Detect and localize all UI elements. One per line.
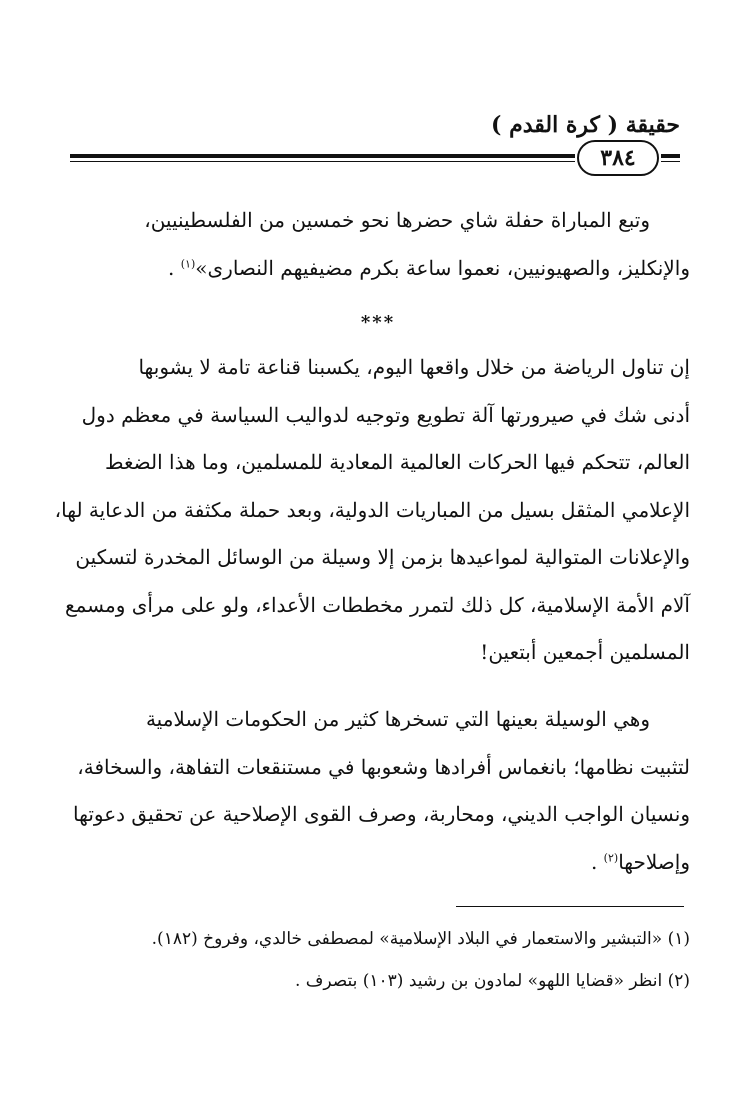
page-header bbox=[70, 108, 680, 178]
footnote-ref-1: (١) bbox=[180, 256, 196, 270]
paragraph-line bbox=[60, 839, 690, 887]
paragraph-line: لتثبيت نظامها؛ بانغماس أفرادها وشعوبها في مستنقعات التفاهة، والسخافة، bbox=[77, 754, 690, 779]
paragraph-1 bbox=[60, 197, 690, 292]
paragraph-line: وتبع المباراة حفلة شاي حضرها نحو خمسين من الفلسطينيين، bbox=[144, 208, 650, 232]
header-rule-tail-thin bbox=[661, 161, 680, 162]
paragraph-line: الإعلامي المثقل بسيل من المباريات الدولية، وبعد حملة مكثفة من الدعاية لها، bbox=[54, 497, 690, 522]
page-number-frame bbox=[577, 140, 659, 176]
paragraph-line bbox=[60, 245, 690, 293]
footnotes bbox=[60, 918, 690, 1002]
footnote-1: (١) «التبشير والاستعمار في البلاد الإسلامية» لمصطفى خالدي، وفروخ (١٨٢). bbox=[151, 929, 690, 949]
footnote-2: (٢) انظر «قضايا اللهو» لمادون بن رشيد (١٠٣) بتصرف . bbox=[294, 971, 690, 991]
footnote-separator bbox=[456, 906, 684, 907]
footnote-ref-2: (٢) bbox=[603, 850, 619, 864]
paragraph-end-mark: . bbox=[168, 255, 181, 280]
paragraph-line: ونسيان الواجب الديني، ومحاربة، وصرف القوى الإصلاحية عن تحقيق دعوتها bbox=[73, 802, 690, 826]
section-separator: *** bbox=[360, 312, 396, 333]
header-rule-tail-thick bbox=[661, 154, 680, 158]
paragraph-text: والإنكليز، والصهيونيين، نعموا ساعة بكرم مضيفيهم النصارى» bbox=[195, 255, 690, 280]
header-rule-thick bbox=[70, 154, 575, 158]
paragraph-text: وإصلاحها bbox=[618, 849, 690, 874]
header-rule-thin bbox=[70, 161, 575, 162]
running-title: حقيقة ( كرة القدم ) bbox=[491, 112, 680, 138]
paragraph-end-mark: . bbox=[590, 849, 604, 874]
paragraph-line: أدنى شك في صيرورتها آلة تطويع وتوجيه لدواليب السياسة في معظم دول bbox=[81, 402, 690, 427]
paragraph-line: إن تناول الرياضة من خلال واقعها اليوم، يكسبنا قناعة تامة لا يشوبها bbox=[138, 355, 690, 379]
paragraph-line: آلام الأمة الإسلامية، كل ذلك لتمرر مخططات الأعداء، ولو على مرأى ومسمع bbox=[64, 592, 690, 617]
paragraph-line: المسلمين أجمعين أبتعين! bbox=[480, 640, 690, 664]
paragraph-line: العالم، تتحكم فيها الحركات العالمية المعادية للمسلمين، وما هذا الضغط bbox=[105, 450, 690, 474]
page-number: ٣٨٤ bbox=[600, 145, 636, 171]
paragraph-line: والإعلانات المتوالية لمواعيدها بزمن إلا وسيلة من الوسائل المخدرة لتسكين bbox=[75, 545, 690, 569]
paragraph-3 bbox=[60, 696, 690, 886]
paragraph-line: وهي الوسيلة بعينها التي تسخرها كثير من الحكومات الإسلامية bbox=[145, 707, 650, 731]
paragraph-2 bbox=[54, 344, 690, 677]
